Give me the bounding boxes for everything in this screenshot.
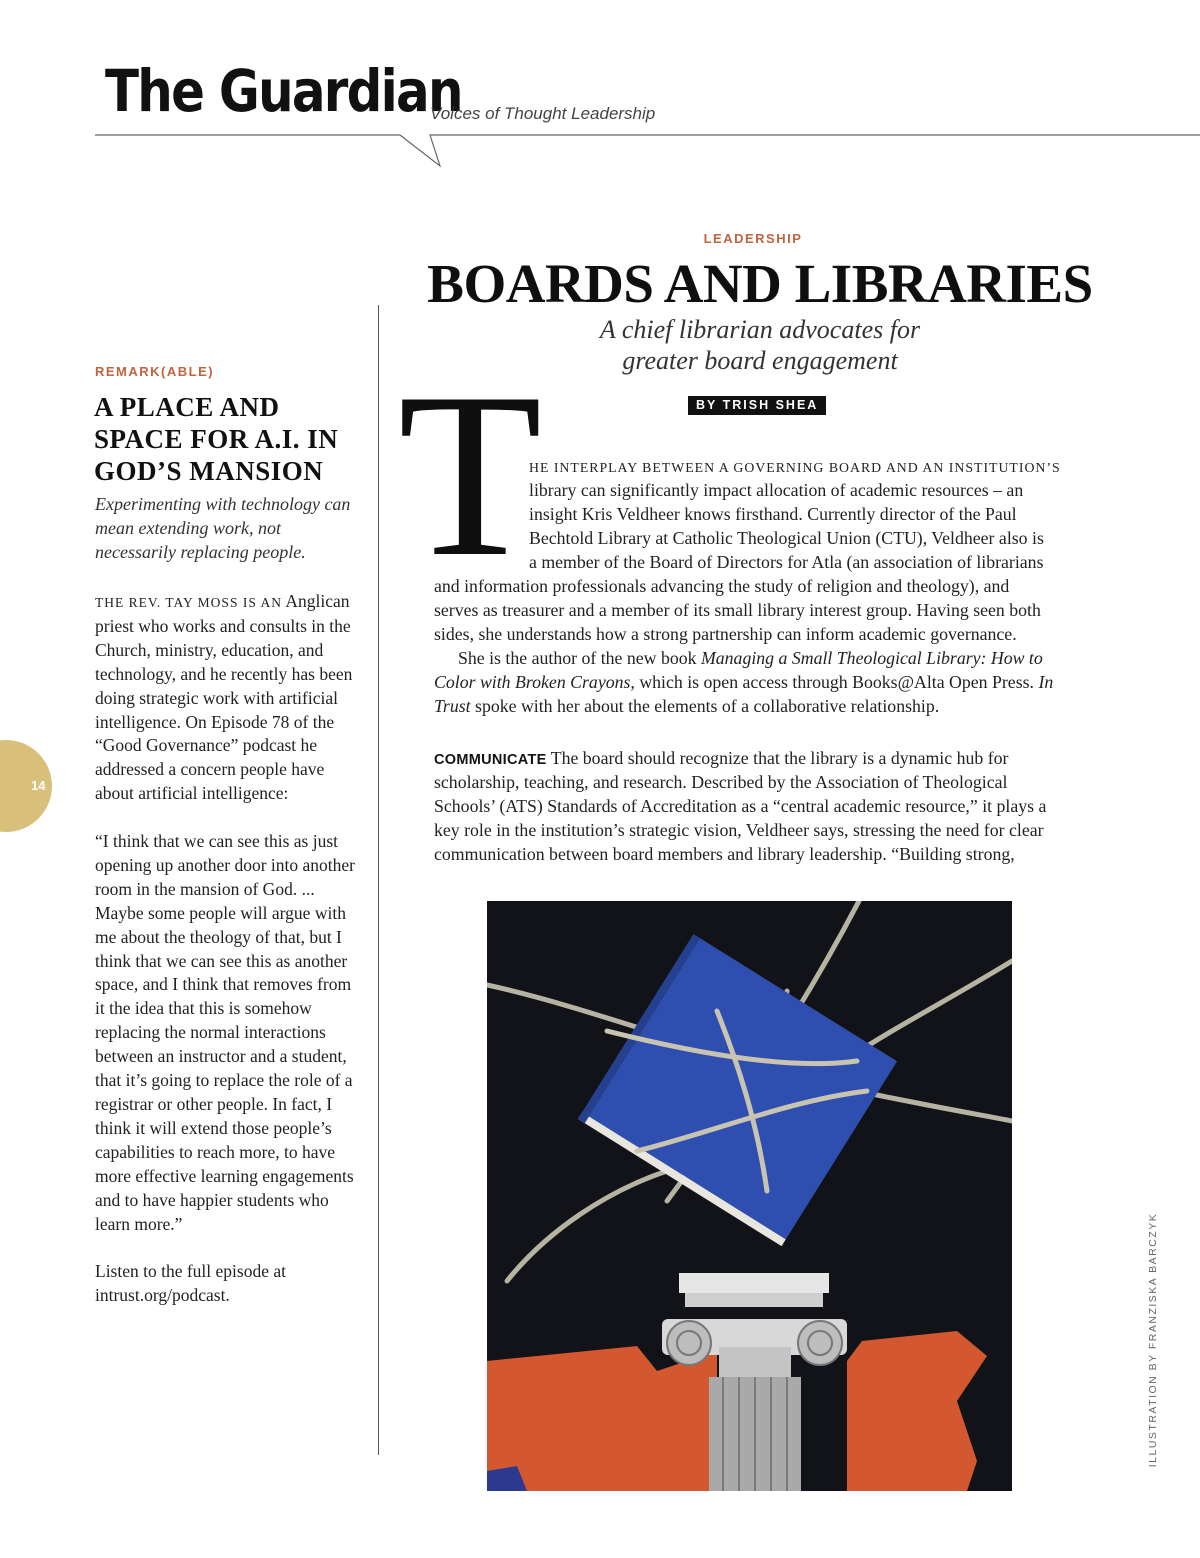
article-line: insight Kris Veldheer knows firsthand. Currently director of the Paul	[529, 504, 1017, 524]
sidebar-lead-in: THE REV. TAY MOSS IS AN	[95, 595, 282, 610]
book-title: Managing a Small Theological Library: How to	[700, 648, 1043, 668]
article-illustration	[487, 901, 1012, 1491]
article-line: Schools’ (ATS) Standards of Accreditation as a “central academic resource,” it plays a	[434, 796, 1047, 816]
magazine-name: Trust	[434, 696, 471, 716]
article-line: serves as treasurer and a member of its small library interest group. Having seen both	[434, 600, 1041, 620]
column-divider	[378, 305, 379, 1455]
sidebar-body	[95, 590, 365, 1308]
sidebar-kicker: REMARK(ABLE)	[95, 364, 215, 379]
article-deck: A chief librarian advocates for greater board engagement	[599, 315, 921, 375]
page-number: 14	[31, 778, 46, 793]
book-title: Color with Broken Crayons,	[434, 672, 635, 692]
article-line: library can significantly impact allocation of academic resources – an	[529, 480, 1024, 500]
publication-masthead: The Guardian	[105, 57, 462, 125]
illustration-credit-text: ILLUSTRATION BY FRANZISKA BARCZYK	[1147, 1212, 1159, 1468]
article-line: sides, she understands how a strong partnership can inform academic governance.	[434, 624, 1017, 644]
sidebar-body-text: Anglican priest who works and consults in the Church, ministry, education, and technology, and he recently has been doing strategic work with artificial intelligence. On Episode 78 of the “Good Governance” podcast he addressed a concern people have about artificial intelligence:	[95, 591, 353, 804]
masthead-rule	[0, 130, 1200, 170]
drop-cap: T	[398, 345, 543, 606]
sidebar-footer: Listen to the full episode at intrust.org/podcast.	[95, 1261, 286, 1306]
sidebar-paragraph	[95, 590, 365, 806]
article-headline: BOARDS AND LIBRARIES	[427, 253, 1093, 314]
sidebar-deck: Experimenting with technology can mean extending work, not necessarily replacing people.	[95, 494, 351, 562]
illustration-credit	[1146, 1212, 1160, 1468]
article-line: scholarship, teaching, and research. Described by the Association of Theological	[434, 772, 1008, 792]
article-line: and information professionals advancing the study of religion and theology), and	[434, 576, 1010, 596]
publication-tagline: Voices of Thought Leadership	[430, 104, 656, 123]
article-line: HE INTERPLAY BETWEEN A GOVERNING BOARD AND AN INSTITUTION’S	[529, 460, 1061, 475]
article-byline: BY TRISH SHEA	[688, 396, 826, 415]
article-line: COMMUNICATE The board should recognize that the library is a dynamic hub for	[434, 748, 1009, 768]
article-line: communication between board members and library leadership. “Building strong,	[434, 844, 1015, 864]
article-line: key role in the institution’s strategic vision, Veldheer says, stressing the need for clear	[434, 820, 1044, 840]
magazine-name: In	[1038, 672, 1054, 692]
article-line: a member of the Board of Directors for Atla (an association of librarians	[529, 552, 1044, 572]
article-line: Trust spoke with her about the elements of a collaborative relationship.	[434, 696, 940, 716]
section-label: COMMUNICATE	[434, 752, 547, 768]
article-line: Bechtold Library at Catholic Theological Union (CTU), Veldheer also is	[529, 528, 1044, 548]
article-line: Color with Broken Crayons, which is open access through Books@Alta Open Press. In	[434, 672, 1054, 692]
article-kicker: LEADERSHIP	[703, 231, 803, 246]
sidebar-quote: “I think that we can see this as just opening up another door into another room in the mansion of God. ... Maybe some people will argue with me about the theology of that, but I think that we can see this as another space, and I think that removes from it the idea that this is somehow replacing the normal interactions between an instructor and a student, that it’s going to replace the role of a registrar or other people. In fact, I think it will extend those people’s capabilities to reach more, to have more effective learning engagements and to have happier students who learn more.”	[95, 831, 356, 1234]
sidebar-title: A PLACE AND SPACE FOR A.I. IN GOD’S MANSION	[94, 392, 339, 486]
article-line: She is the author of the new book Managing a Small Theological Library: How to	[458, 648, 1043, 668]
